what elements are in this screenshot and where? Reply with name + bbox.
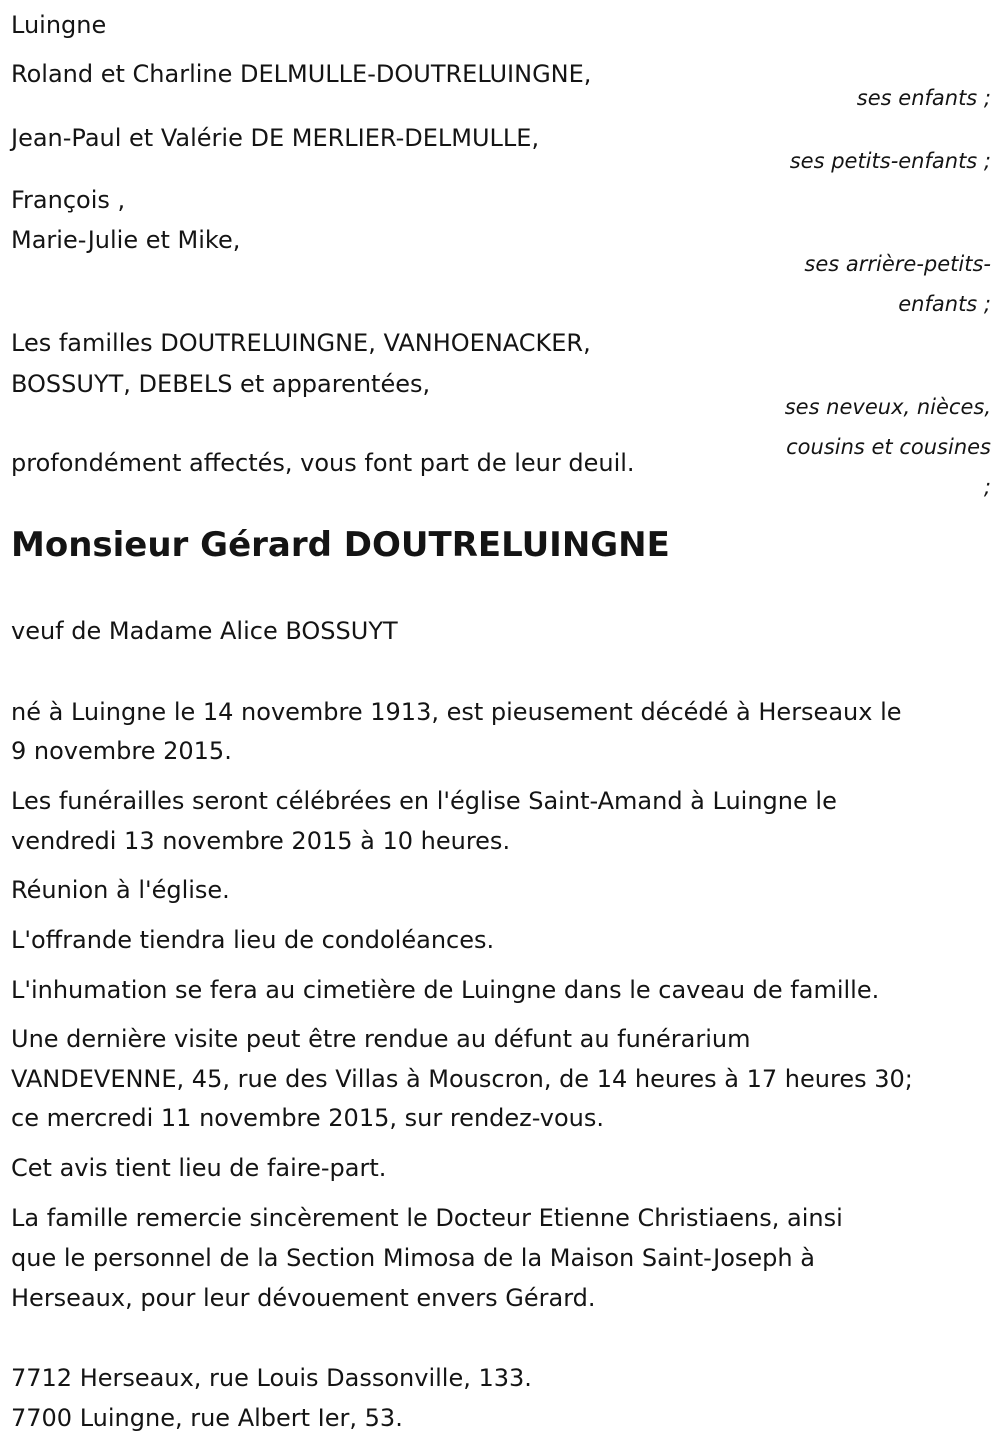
body-line: ce mercredi 11 novembre 2015, sur rendez-vous. bbox=[11, 1104, 604, 1132]
body-line: Les funérailles seront célébrées en l'église Saint-Amand à Luingne le bbox=[11, 787, 837, 815]
body-line: VANDEVENNE, 45, rue des Villas à Mouscron, de 14 heures à 17 heures 30; bbox=[11, 1065, 913, 1093]
body-line: La famille remercie sincèrement le Docteur Etienne Christiaens, ainsi bbox=[11, 1204, 843, 1232]
body-line: que le personnel de la Section Mimosa de la Maison Saint-Joseph à bbox=[11, 1244, 815, 1272]
family-line-place: Luingne bbox=[11, 11, 107, 39]
body-line: L'offrande tiendra lieu de condoléances. bbox=[11, 926, 495, 954]
body-line: L'inhumation se fera au cimetière de Luingne dans le caveau de famille. bbox=[11, 976, 880, 1004]
role-children: ses enfants ; bbox=[856, 86, 991, 110]
role-relatives-1: ses neveux, nièces, bbox=[784, 395, 991, 419]
deceased-name: Monsieur Gérard DOUTRELUINGNE bbox=[11, 525, 670, 565]
address-herseaux: 7712 Herseaux, rue Louis Dassonville, 133. bbox=[11, 1364, 532, 1392]
body-line: Herseaux, pour leur dévouement envers Gérard. bbox=[11, 1284, 596, 1312]
body-line: Cet avis tient lieu de faire-part. bbox=[11, 1154, 387, 1182]
role-great-grandchildren-1: ses arrière-petits- bbox=[804, 252, 991, 276]
family-line-relatives-1: Les familles DOUTRELUINGNE, VANHOENACKER, bbox=[11, 329, 591, 357]
role-great-grandchildren-2: enfants ; bbox=[898, 292, 991, 316]
widow-of-line: veuf de Madame Alice BOSSUYT bbox=[11, 617, 398, 645]
address-luingne: 7700 Luingne, rue Albert Ier, 53. bbox=[11, 1404, 403, 1432]
body-line: 9 novembre 2015. bbox=[11, 737, 232, 765]
body-line: né à Luingne le 14 novembre 1913, est pieusement décédé à Herseaux le bbox=[11, 698, 902, 726]
family-line-relatives-2: BOSSUYT, DEBELS et apparentées, bbox=[11, 370, 431, 398]
body-line: vendredi 13 novembre 2015 à 10 heures. bbox=[11, 827, 511, 855]
family-line-grandchildren: Jean-Paul et Valérie DE MERLIER-DELMULLE, bbox=[11, 124, 540, 152]
family-line-great-grandchild-2: Marie-Julie et Mike, bbox=[11, 226, 241, 254]
body-line: Réunion à l'église. bbox=[11, 876, 230, 904]
family-line-great-grandchild-1: François , bbox=[11, 186, 126, 214]
role-grandchildren: ses petits-enfants ; bbox=[789, 149, 991, 173]
role-relatives-3: ; bbox=[983, 475, 991, 499]
body-line: Une dernière visite peut être rendue au défunt au funérarium bbox=[11, 1025, 751, 1053]
family-line-closing: profondément affectés, vous font part de leur deuil. bbox=[11, 449, 635, 477]
role-relatives-2: cousins et cousines bbox=[786, 435, 991, 459]
family-line-children: Roland et Charline DELMULLE-DOUTRELUINGNE, bbox=[11, 60, 592, 88]
